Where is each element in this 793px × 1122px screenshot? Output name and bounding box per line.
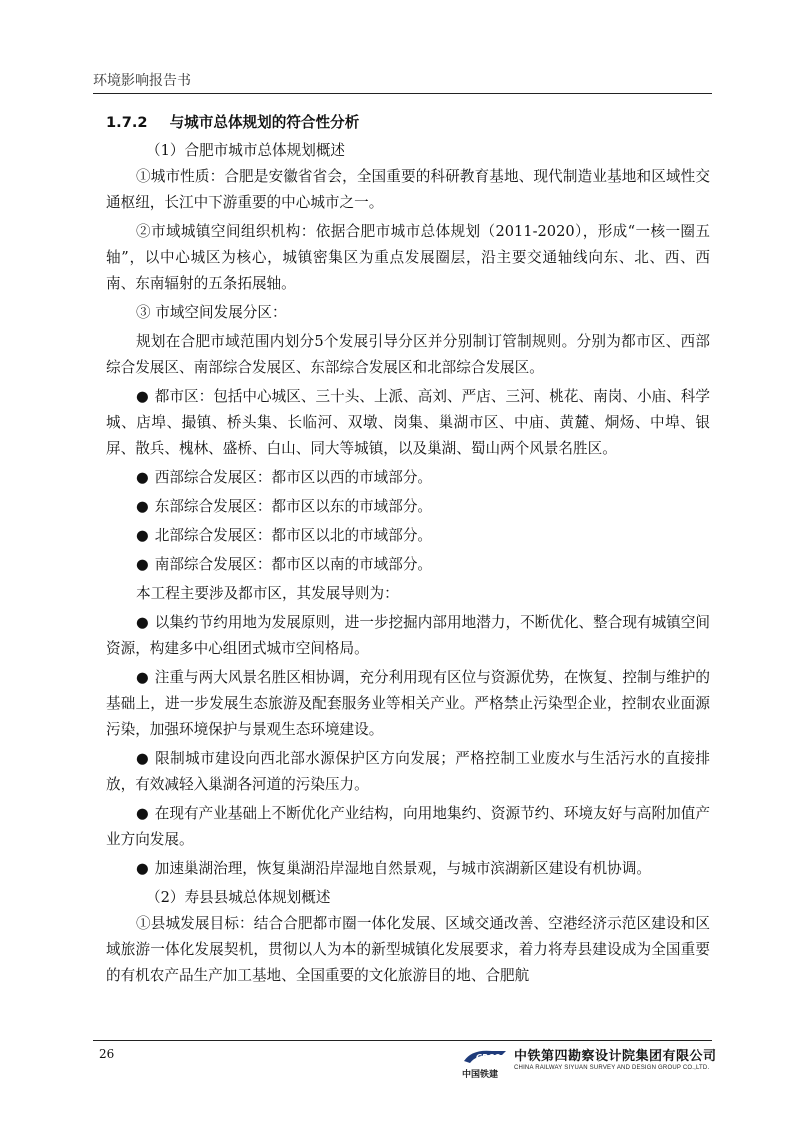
- bullet-icon: ●: [136, 388, 149, 405]
- paragraph-zoning-intro: 规划在合肥市域范围内划分5个发展引导分区并分别制订管制规则。分别为都市区、西部综合发展区、南部综合发展区、东部综合发展区和北部综合发展区。: [106, 333, 710, 376]
- bullet-icon: ●: [136, 498, 149, 515]
- section-heading: [106, 110, 710, 136]
- page-body: [106, 110, 710, 992]
- list-item-zone: [106, 384, 710, 462]
- list-item-zone: [106, 523, 710, 549]
- list-item-text: 南部综合发展区：都市区以南的市域部分。: [154, 556, 433, 573]
- brand-label: 中国铁建: [462, 1070, 499, 1080]
- crcc-logo-icon: [462, 1045, 508, 1067]
- bullet-icon: ●: [136, 556, 149, 573]
- bullet-icon: ●: [136, 669, 149, 686]
- list-item-text: 西部综合发展区：都市区以西的市域部分。: [154, 469, 433, 486]
- list-item-text: 在现有产业基础上不断优化产业结构，向用地集约、资源节约、环境友好与高附加值产业方向发展。: [106, 805, 711, 848]
- list-item-zone: [106, 552, 710, 578]
- subsection-heading-1: （1）合肥市城市总体规划概述: [146, 142, 346, 159]
- paragraph-zoning-heading: ③ 市域空间发展分区：: [136, 304, 287, 321]
- bullet-icon: ●: [136, 614, 149, 631]
- list-item-text: 注重与两大风景名胜区相协调，充分利用现有区位与资源优势，在恢复、控制与维护的基础上，进一步发展生态旅游及配套服务业等相关产业。严格禁止污染型企业，控制农业面源污染，加强环境保护与景观生态环境建设。: [106, 669, 711, 738]
- paragraph-county-goal: ①县城发展目标：结合合肥都市圈一体化发展、区域交通改善、空港经济示范区建设和区域旅游一体化发展契机，贯彻以人为本的新型城镇化发展要求，着力将寿县建设成为全国重要的有机农产品生产加工基地、全国重要的文化旅游目的地、合肥航: [106, 915, 710, 984]
- list-item-text: 加速巢湖治理，恢复巢湖沿岸湿地自然景观，与城市滨湖新区建设有机协调。: [154, 860, 651, 877]
- list-item-text: 限制城市建设向西北部水源保护区方向发展；严格控制工业废水与生活污水的直接排放，有效减轻入巢湖各河道的污染压力。: [106, 750, 710, 793]
- page-number: 26: [99, 1047, 115, 1061]
- company-footer: [462, 1045, 717, 1081]
- crcc-logo: [462, 1045, 508, 1081]
- list-item-text: 都市区：包括中心城区、三十头、上派、高刘、严店、三河、桃花、南岗、小庙、科学城、店埠、撮镇、桥头集、长临河、双墩、岗集、巢湖市区、中庙、黄麓、烔炀、中埠、银屏、散兵、槐林、盛桥、白山、同大等城镇，以及巢湖、蜀山两个风景名胜区。: [106, 388, 711, 457]
- list-item-guideline: [106, 746, 710, 798]
- bullet-icon: ●: [136, 860, 149, 877]
- section-title: 与城市总体规划的符合性分析: [169, 114, 360, 131]
- header-divider: [93, 93, 712, 94]
- subsection-heading-2: （2）寿县县城总体规划概述: [146, 889, 331, 906]
- paragraph-guidelines-intro: 本工程主要涉及都市区，其发展导则为：: [136, 585, 399, 602]
- company-name: 中铁第四勘察设计院集团有限公司: [514, 1049, 717, 1064]
- list-item-guideline: [106, 665, 710, 743]
- bullet-icon: ●: [136, 750, 150, 767]
- bullet-icon: ●: [136, 469, 149, 486]
- list-item-text: 北部综合发展区：都市区以北的市域部分。: [154, 527, 433, 544]
- list-item-guideline: [106, 856, 710, 882]
- document-header-title: 环境影响报告书: [93, 73, 191, 89]
- bullet-icon: ●: [136, 805, 149, 822]
- list-item-guideline: [106, 610, 710, 662]
- footer-divider: [93, 1040, 712, 1041]
- paragraph-spatial-structure: ②市域城镇空间组织机构：依据合肥市城市总体规划（2011-2020），形成“一核一圈五轴”，以中心城区为核心，城镇密集区为重点发展圈层，沿主要交通轴线向东、北、西、西南、东南辐射的五条拓展轴。: [106, 223, 710, 292]
- paragraph-city-nature: ①城市性质：合肥是安徽省省会，全国重要的科研教育基地、现代制造业基地和区域性交通枢纽，长江中下游重要的中心城市之一。: [106, 168, 710, 211]
- list-item-text: 以集约节约用地为发展原则，进一步挖掘内部用地潜力，不断优化、整合现有城镇空间资源，构建多中心组团式城市空间格局。: [106, 614, 711, 657]
- list-item-zone: [106, 494, 710, 520]
- list-item-zone: [106, 465, 710, 491]
- section-number: 1.7.2: [106, 114, 148, 131]
- bullet-icon: ●: [136, 527, 149, 544]
- company-name-english: CHINA RAILWAY SIYUAN SURVEY AND DESIGN GROUP CO.,LTD.: [514, 1065, 710, 1071]
- list-item-guideline: [106, 801, 710, 853]
- list-item-text: 东部综合发展区：都市区以东的市域部分。: [154, 498, 433, 515]
- logo-text: CRCC: [476, 1053, 500, 1062]
